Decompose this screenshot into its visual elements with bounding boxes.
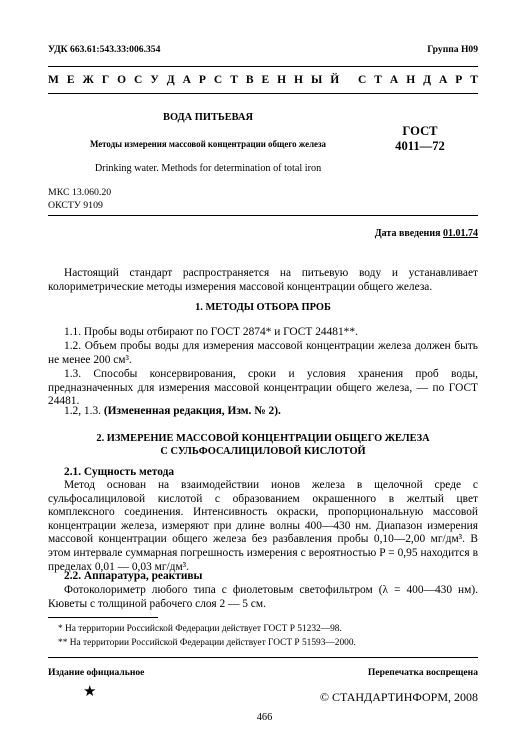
clause-1-2: 1.2. Объем пробы воды для измерения массовой концентрации железа должен быть не менее 200 см³. — [48, 340, 478, 366]
banner-letter: Е — [66, 74, 75, 86]
banner-letter: А — [439, 74, 448, 86]
copyright-line: © СТАНДАРТИНФОРМ, 2008 — [319, 690, 478, 704]
standard-banner — [48, 74, 478, 86]
clause-2-2-heading: 2.2. Аппаратура, реактивы — [64, 570, 203, 582]
banner-letter: М — [48, 74, 59, 86]
scope-paragraph: Настоящий стандарт распространяется на питьевую воду и устанавливает колориметрические методы измерения массовой концентрации общего железа. — [48, 267, 478, 293]
effective-date-label: Дата введения — [374, 228, 441, 239]
banner-letter: Н — [294, 74, 303, 86]
clause-2-2-text: Фотоколориметр любого типа с фиолетовым светофильтром (λ = 400—430 нм). Кюветы с толщиной рабочего слоя 2 — 5 см. — [48, 584, 478, 610]
banner-letter: Т — [230, 74, 238, 86]
gost-number: 4011—72 — [395, 139, 445, 153]
banner-letter: Ж — [82, 74, 94, 86]
banner-letter: Д — [423, 74, 432, 86]
footnote-1: * На территории Российской Федерации действует ГОСТ Р 51232—98. — [58, 624, 342, 634]
page-number: 466 — [256, 712, 273, 723]
official-edition-label: Издание официальное — [48, 667, 145, 678]
top-rule — [48, 66, 478, 67]
banner-letter: О — [117, 74, 127, 86]
banner-letter: С — [357, 74, 367, 86]
clause-2-1-text: Метод основан на взаимодействии ионов железа в щелочной среде с сульфосалициловой кислотой с образованием окрашенного в желтый цвет комплексного соединения. Интенсивность окраски, пропорциональную массовой концентрации железа, измеряют при длине волны 400—430 нм. Диапазон измерения массовой концентрации общего железа без разбавления пробы 0,10—2,00 мг/дм³. В этом интервале суммарная погрешность измерения с вероятностью P = 0,95 находится в пределах 0,01 — 0,03 мг/дм³. — [48, 479, 478, 573]
banner-letter: Н — [406, 74, 416, 86]
clause-1-1: 1.1. Пробы воды отбирают по ГОСТ 2874* и ГОСТ 24481**. — [64, 326, 358, 338]
reprint-prohibited-label: Перепечатка воспрещена — [367, 667, 478, 678]
section-1-heading: 1. МЕТОДЫ ОТБОРА ПРОБ — [195, 302, 331, 313]
banner-letter: Д — [166, 74, 175, 86]
group-code: Группа Н09 — [427, 44, 478, 55]
banner-letter: А — [182, 74, 191, 86]
banner-letter: Й — [330, 74, 340, 86]
amendment-note-clauses: 1.2, 1.3. — [64, 405, 102, 417]
banner-letter: Т — [470, 74, 478, 86]
footnote-2: ** На территории Российской Федерации действует ГОСТ Р 51593—2000. — [58, 638, 356, 648]
document-title: ВОДА ПИТЬЕВАЯ — [163, 112, 253, 123]
banner-bottom-rule — [48, 93, 478, 94]
gost-label: ГОСТ — [402, 124, 438, 138]
banner-letter: Ы — [310, 74, 323, 86]
section-2-heading-line-2: С СУЛЬФОСАЛИЦИЛОВОЙ КИСЛОТОЙ — [160, 446, 366, 457]
document-subtitle: Методы измерения массовой концентрации общего железа — [89, 139, 326, 149]
banner-letter: С — [213, 74, 223, 86]
banner-letter: С — [134, 74, 143, 86]
udk-code: УДК 663.61:543.33:006.354 — [48, 44, 161, 55]
banner-letter: У — [150, 74, 159, 86]
star-icon: ★ — [83, 684, 97, 700]
footnote-separator — [48, 617, 158, 618]
banner-letter: Р — [198, 74, 206, 86]
section-2-heading — [48, 432, 478, 458]
okstu-code: ОКСТУ 9109 — [48, 200, 103, 211]
section-2-heading-line-1: 2. ИЗМЕРЕНИЕ МАССОВОЙ КОНЦЕНТРАЦИИ ОБЩЕГО ЖЕЛЕЗА — [96, 433, 430, 444]
banner-letter: Т — [374, 74, 382, 86]
banner-letter — [347, 74, 350, 86]
mks-code: МКС 13.060.20 — [48, 187, 112, 198]
banner-letter: Р — [455, 74, 463, 86]
banner-letter: Н — [277, 74, 287, 86]
effective-date-value: 01.01.74 — [443, 228, 478, 239]
banner-letter: А — [389, 74, 399, 86]
classification-rule — [48, 215, 478, 216]
clause-2-1-heading: 2.1. Сущность метода — [64, 466, 175, 478]
english-title: Drinking water. Methods for determination of total iron — [94, 163, 322, 174]
effective-date — [375, 228, 478, 239]
banner-letter: Е — [261, 74, 270, 86]
banner-letter: В — [245, 74, 254, 86]
amendment-note — [48, 405, 478, 419]
clause-1-3: 1.3. Способы консервирования, сроки и условия хранения проб воды, предназначенных для измерения массовой концентрации общего железа, — по ГОСТ 24481. — [48, 368, 478, 408]
amendment-note-text: (Измененная редакция, Изм. № 2). — [103, 405, 281, 417]
banner-letter: Г — [101, 74, 110, 86]
footer-rule — [48, 657, 478, 658]
